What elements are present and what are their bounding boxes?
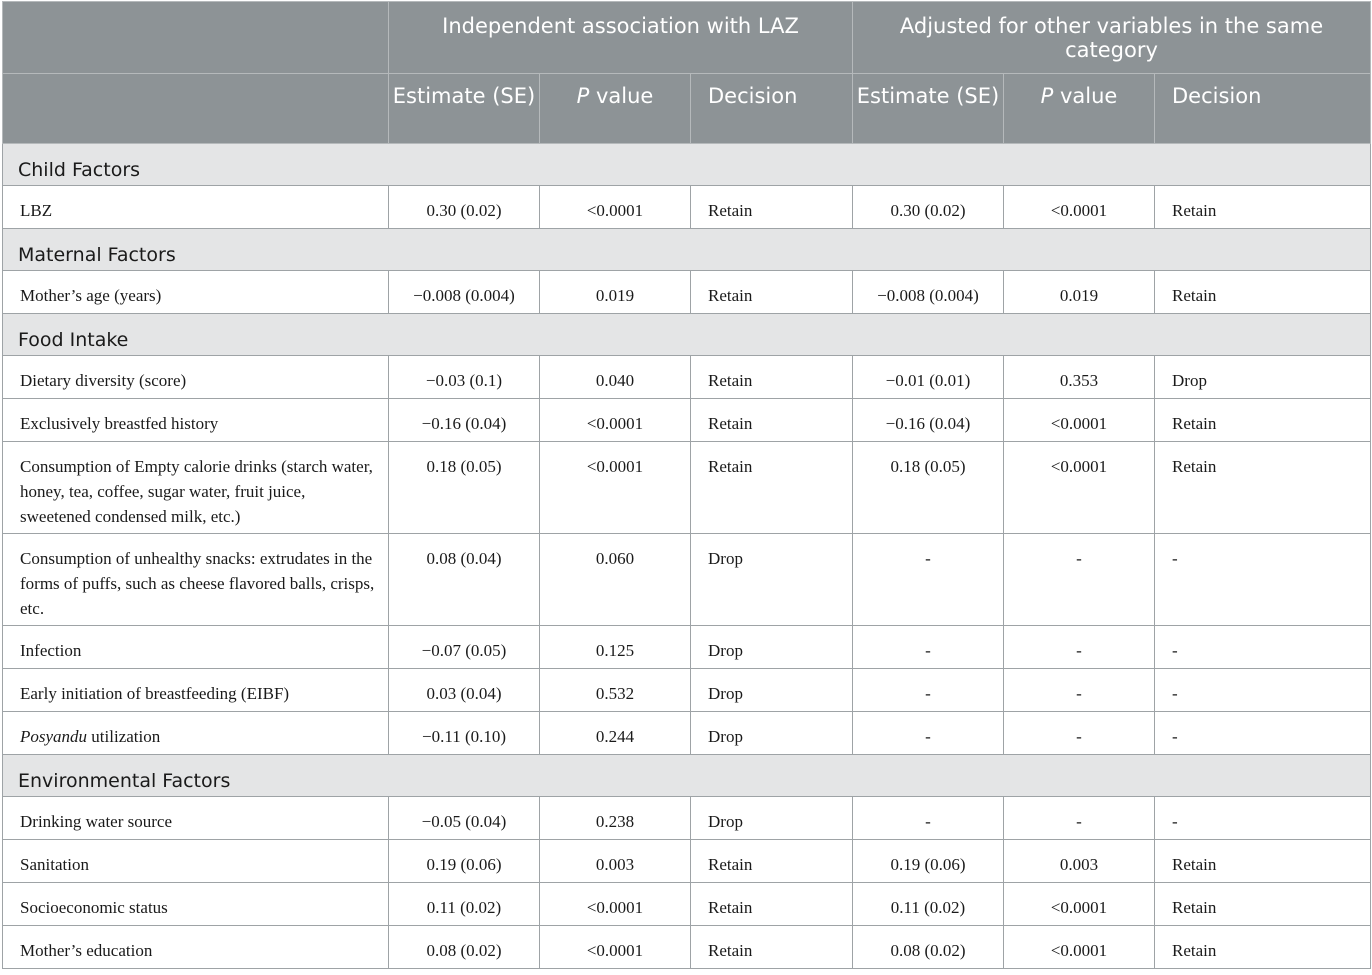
header-blank xyxy=(3,2,389,74)
decision-cell: - xyxy=(1155,669,1371,712)
col-estimate-1: Estimate (SE) xyxy=(389,74,540,144)
estimate-cell: 0.30 (0.02) xyxy=(853,186,1004,229)
estimate-cell: - xyxy=(853,797,1004,840)
p-value-cell: - xyxy=(1004,712,1155,755)
table-row xyxy=(3,840,1371,883)
decision-cell: Retain xyxy=(691,356,853,399)
estimate-cell: 0.08 (0.02) xyxy=(853,926,1004,969)
decision-cell: - xyxy=(1155,626,1371,669)
decision-cell: Retain xyxy=(691,271,853,314)
p-value-cell: <0.0001 xyxy=(540,186,691,229)
section-title: Environmental Factors xyxy=(3,755,1371,797)
variable-cell: Exclusively breastfed history xyxy=(3,399,389,442)
table-row xyxy=(3,797,1371,840)
p-value-cell: <0.0001 xyxy=(540,926,691,969)
estimate-cell: −0.01 (0.01) xyxy=(853,356,1004,399)
variable-cell: Consumption of Empty calorie drinks (starch water, honey, tea, coffee, sugar water, fruit juice, sweetened condensed milk, etc.) xyxy=(3,442,389,534)
decision-cell: Retain xyxy=(691,883,853,926)
col-decision-1: Decision xyxy=(691,74,853,144)
decision-cell: Retain xyxy=(691,926,853,969)
table-body xyxy=(3,144,1371,969)
col-p-value-1: P value xyxy=(540,74,691,144)
group-header-adjusted: Adjusted for other variables in the same category xyxy=(853,2,1371,74)
variable-cell: Sanitation xyxy=(3,840,389,883)
estimate-cell: −0.16 (0.04) xyxy=(853,399,1004,442)
decision-cell: Drop xyxy=(1155,356,1371,399)
estimate-cell: −0.008 (0.004) xyxy=(389,271,540,314)
section-header-row xyxy=(3,144,1371,186)
variable-cell: Mother’s age (years) xyxy=(3,271,389,314)
estimate-cell: 0.19 (0.06) xyxy=(853,840,1004,883)
p-value-cell: 0.532 xyxy=(540,669,691,712)
p-value-cell: <0.0001 xyxy=(1004,883,1155,926)
p-value-cell: 0.003 xyxy=(1004,840,1155,883)
p-value-cell: <0.0001 xyxy=(540,883,691,926)
p-value-cell: 0.003 xyxy=(540,840,691,883)
variable-cell: Mother’s education xyxy=(3,926,389,969)
p-value-cell: - xyxy=(1004,626,1155,669)
variable-cell: Posyandu utilization xyxy=(3,712,389,755)
variable-cell: LBZ xyxy=(3,186,389,229)
p-value-cell: <0.0001 xyxy=(1004,926,1155,969)
estimate-cell: −0.03 (0.1) xyxy=(389,356,540,399)
table-row xyxy=(3,712,1371,755)
table-row xyxy=(3,442,1371,534)
table-row xyxy=(3,626,1371,669)
decision-cell: - xyxy=(1155,534,1371,626)
estimate-cell: 0.18 (0.05) xyxy=(389,442,540,534)
decision-cell: Retain xyxy=(1155,271,1371,314)
estimate-cell: 0.08 (0.04) xyxy=(389,534,540,626)
p-value-cell: 0.244 xyxy=(540,712,691,755)
estimate-cell: −0.07 (0.05) xyxy=(389,626,540,669)
p-value-cell: <0.0001 xyxy=(1004,399,1155,442)
decision-cell: - xyxy=(1155,797,1371,840)
table-row xyxy=(3,926,1371,969)
p-value-cell: 0.238 xyxy=(540,797,691,840)
table-row xyxy=(3,271,1371,314)
header-blank-2 xyxy=(3,74,389,144)
decision-cell: Retain xyxy=(1155,883,1371,926)
p-value-cell: <0.0001 xyxy=(1004,442,1155,534)
decision-cell: Drop xyxy=(691,534,853,626)
section-title: Maternal Factors xyxy=(3,229,1371,271)
variable-cell: Infection xyxy=(3,626,389,669)
table-row xyxy=(3,669,1371,712)
estimate-cell: 0.11 (0.02) xyxy=(389,883,540,926)
table-row xyxy=(3,883,1371,926)
section-header-row xyxy=(3,229,1371,271)
decision-cell: Drop xyxy=(691,797,853,840)
p-value-cell: 0.353 xyxy=(1004,356,1155,399)
col-decision-2: Decision xyxy=(1155,74,1371,144)
decision-cell: Drop xyxy=(691,669,853,712)
section-header-row xyxy=(3,314,1371,356)
estimate-cell: - xyxy=(853,626,1004,669)
p-value-cell: <0.0001 xyxy=(1004,186,1155,229)
table-row xyxy=(3,356,1371,399)
decision-cell: Retain xyxy=(1155,399,1371,442)
p-value-cell: 0.060 xyxy=(540,534,691,626)
decision-cell: Retain xyxy=(1155,186,1371,229)
table-row xyxy=(3,186,1371,229)
section-header-row xyxy=(3,755,1371,797)
decision-cell: Drop xyxy=(691,626,853,669)
p-value-cell: <0.0001 xyxy=(540,399,691,442)
decision-cell: - xyxy=(1155,712,1371,755)
col-estimate-2: Estimate (SE) xyxy=(853,74,1004,144)
decision-cell: Retain xyxy=(691,442,853,534)
decision-cell: Retain xyxy=(691,399,853,442)
estimate-cell: −0.008 (0.004) xyxy=(853,271,1004,314)
p-value-cell: 0.019 xyxy=(1004,271,1155,314)
variable-cell: Dietary diversity (score) xyxy=(3,356,389,399)
estimate-cell: 0.30 (0.02) xyxy=(389,186,540,229)
estimate-cell: - xyxy=(853,534,1004,626)
variable-cell: Socioeconomic status xyxy=(3,883,389,926)
section-title: Food Intake xyxy=(3,314,1371,356)
estimate-cell: - xyxy=(853,669,1004,712)
section-title: Child Factors xyxy=(3,144,1371,186)
decision-cell: Retain xyxy=(691,840,853,883)
results-table xyxy=(2,1,1371,969)
decision-cell: Retain xyxy=(1155,926,1371,969)
estimate-cell: −0.11 (0.10) xyxy=(389,712,540,755)
p-value-cell: - xyxy=(1004,797,1155,840)
estimate-cell: 0.19 (0.06) xyxy=(389,840,540,883)
estimate-cell: 0.08 (0.02) xyxy=(389,926,540,969)
group-header-independent: Independent association with LAZ xyxy=(389,2,853,74)
p-value-cell: <0.0001 xyxy=(540,442,691,534)
variable-cell: Consumption of unhealthy snacks: extrudates in the forms of puffs, such as cheese flavored balls, crisps, etc. xyxy=(3,534,389,626)
p-value-cell: 0.040 xyxy=(540,356,691,399)
decision-cell: Retain xyxy=(691,186,853,229)
p-value-cell: - xyxy=(1004,534,1155,626)
variable-cell: Early initiation of breastfeeding (EIBF) xyxy=(3,669,389,712)
estimate-cell: −0.05 (0.04) xyxy=(389,797,540,840)
estimate-cell: −0.16 (0.04) xyxy=(389,399,540,442)
variable-cell: Drinking water source xyxy=(3,797,389,840)
estimate-cell: - xyxy=(853,712,1004,755)
p-value-cell: 0.019 xyxy=(540,271,691,314)
p-value-cell: - xyxy=(1004,669,1155,712)
table-row xyxy=(3,399,1371,442)
decision-cell: Retain xyxy=(1155,442,1371,534)
table-row xyxy=(3,534,1371,626)
col-p-value-2: P value xyxy=(1004,74,1155,144)
estimate-cell: 0.11 (0.02) xyxy=(853,883,1004,926)
estimate-cell: 0.18 (0.05) xyxy=(853,442,1004,534)
decision-cell: Drop xyxy=(691,712,853,755)
estimate-cell: 0.03 (0.04) xyxy=(389,669,540,712)
decision-cell: Retain xyxy=(1155,840,1371,883)
p-value-cell: 0.125 xyxy=(540,626,691,669)
